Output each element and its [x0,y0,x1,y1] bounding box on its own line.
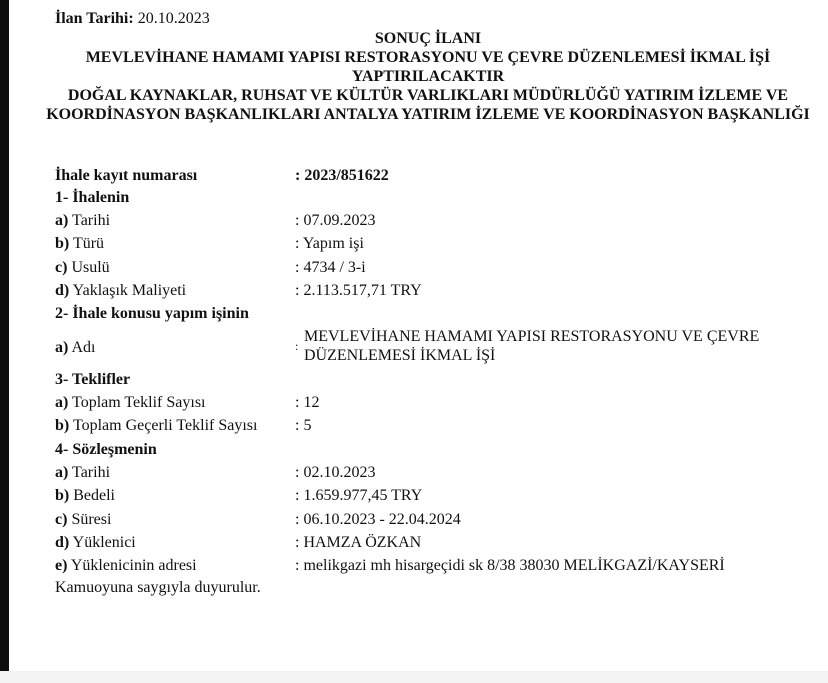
announcement-date-label: İlan Tarihi: [55,10,134,27]
row-letter: d) [55,534,70,551]
row-letter: e) [55,557,68,574]
contractor-value: : HAMZA ÖZKAN [295,534,422,551]
row-letter: a) [55,394,69,411]
tender-procedure-value: : 4734 / 3-i [295,259,366,276]
row-label: Yüklenici [69,534,136,551]
row-letter: c) [55,511,68,528]
section-1-title: 1- İhalenin [55,189,130,206]
row-letter: d) [55,282,70,299]
row-label: Usulü [67,259,110,276]
work-name-value: MEVLEVİHANE HAMAMI YAPISI RESTORASYONU VE ÇEVRE DÜZENLEMESİ İKMAL İŞİ [304,328,760,364]
tender-type-value: : Yapım işi [295,235,364,252]
registry-label: İhale kayıt numarası [55,167,198,184]
heading-project: MEVLEVİHANE HAMAMI YAPISI RESTORASYONU VE ÇEVRE DÜZENLEMESİ İKMAL İŞİ YAPTIRILACAKTIR [85,49,771,85]
row-letter: b) [55,235,70,252]
row-label: Toplam Geçerli Teklif Sayısı [69,417,258,434]
row-letter: a) [55,339,69,356]
heading-authority: DOĞAL KAYNAKLAR, RUHSAT VE KÜLTÜR VARLIKLARI MÜDÜRLÜĞÜ YATIRIM İZLEME VE KOORDİNASYON BAŞKANLIKLARI ANTALYA YATIRIM İZLEME VE KOORDİNASYON BAŞKANLIĞI [46,87,810,123]
contract-price-value: : 1.659.977,45 TRY [295,487,423,504]
row-letter: b) [55,417,70,434]
row-letter: c) [55,259,68,276]
row-label: Tarihi [68,464,111,481]
row-label: Türü [69,235,105,252]
row-label: Bedeli [69,487,115,504]
section-4-title: 4- Sözleşmenin [55,441,157,458]
registry-value: : 2023/851622 [295,167,389,184]
contractor-address-value: : melikgazi mh hisargeçidi sk 8/38 38030 MELİKGAZİ/KAYSERİ [295,557,725,574]
row-letter: a) [55,212,69,229]
row-label: Yüklenicinin adresi [67,557,197,574]
row-label: Toplam Teklif Sayısı [68,394,206,411]
tender-date-value: : 07.09.2023 [295,212,376,229]
work-name-colon: : [295,339,299,353]
row-label: Adı [68,339,96,356]
contract-date-value: : 02.10.2023 [295,464,376,481]
row-letter: a) [55,464,69,481]
closing-statement: Kamuoyuna saygıyla duyurulur. [55,579,261,596]
contract-duration-value: : 06.10.2023 - 22.04.2024 [295,511,461,528]
estimated-cost-value: : 2.113.517,71 TRY [295,282,422,299]
valid-offers-value: : 5 [295,417,312,434]
row-letter: b) [55,487,70,504]
row-label: Süresi [67,511,112,528]
announcement-date-value: 20.10.2023 [137,10,210,27]
section-2-title: 2- İhale konusu yapım işinin [55,305,249,322]
document-heading [40,29,816,124]
row-label: Yaklaşık Maliyeti [69,282,187,299]
section-3-title: 3- Teklifler [55,371,131,388]
announcement-date [55,9,210,29]
heading-title: SONUÇ İLANI [374,30,482,47]
row-label: Tarihi [68,212,111,229]
total-offers-value: : 12 [295,394,320,411]
